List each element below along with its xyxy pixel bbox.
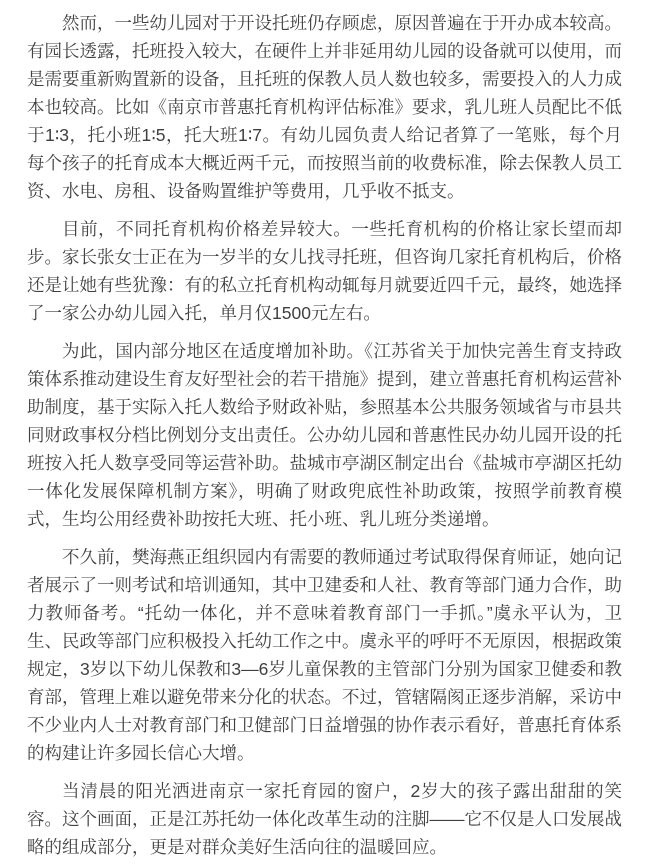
paragraph-departments: 不久前，樊海燕正组织园内有需要的教师通过考试取得保育师证，她向记者展示了一则考试和培训通知，其中卫建委和人社、教育等部门通力合作，助力教师备考。“托幼一体化，并不意味着教育部门一手抓。”虞永平认为，卫生、民政等部门应积极投入托幼工作之中。虞永平的呼吁不无原因，根据政策规定，3岁以下幼儿保教和3—6岁儿童保教的主管部门分别为国家卫健委和教育部，管理上难以避免带来分化的状态。不过，管辖隔阂正逐步消解，采访中不少业内人士对教育部门和卫健部门日益增强的协作表示看好，普惠托育体系的构建让许多园长信心大增。 xyxy=(27,547,622,763)
paragraph-prices: 目前，不同托育机构价格差异较大。一些托育机构的价格让家长望而却步。家长张女士正在为一岁半的女儿找寻托班，但咨询几家托育机构后，价格还是让她有些犹豫：有的私立托育机构动辄每月就要近四千元，最终，她选择了一家公办幼儿园入托，单月仅1500元左右。 xyxy=(27,219,622,323)
paragraph-closing: 当清晨的阳光洒进南京一家托育园的窗户，2岁大的孩子露出甜甜的笑容。这个画面，正是江苏托幼一体化改革生动的注脚——它不仅是人口发展战略的组成部分，更是对群众美好生活向往的温暖回应。 xyxy=(27,781,622,857)
paragraph-costs: 然而，一些幼儿园对于开设托班仍存顾虑，原因普遍在于开办成本较高。有园长透露，托班投入较大，在硬件上并非延用幼儿园的设备就可以使用，而是需要重新购置新的设备，且托班的保教人员人数也较多，需要投入的人力成本也较高。比如《南京市普惠托育机构评估标准》要求，乳儿班人员配比不低于1∶3，托小班1∶5，托大班1∶7。有幼儿园负责人给记者算了一笔账，每个月每个孩子的托育成本大概近两千元，而按照当前的收费标准，除去保教人员工资、水电、房租、设备购置维护等费用，几乎收不抵支。 xyxy=(27,13,622,201)
paragraph-subsidies: 为此，国内部分地区在适度增加补助。《江苏省关于加快完善生育支持政策体系推动建设生育友好型社会的若干措施》提到，建立普惠托育机构运营补助制度，基于实际入托人数给予财政补贴，参照基本公共服务领域省与市县共同财政事权分档比例划分支出责任。公办幼儿园和普惠性民办幼儿园开设的托班按入托人数享受同等运营补助。盐城市亭湖区制定出台《盐城市亭湖区托幼一体化发展保障机制方案》，明确了财政兜底性补助政策，按照学前教育模式，生均公用经费补助按托大班、托小班、乳儿班分类递增。 xyxy=(27,341,622,529)
